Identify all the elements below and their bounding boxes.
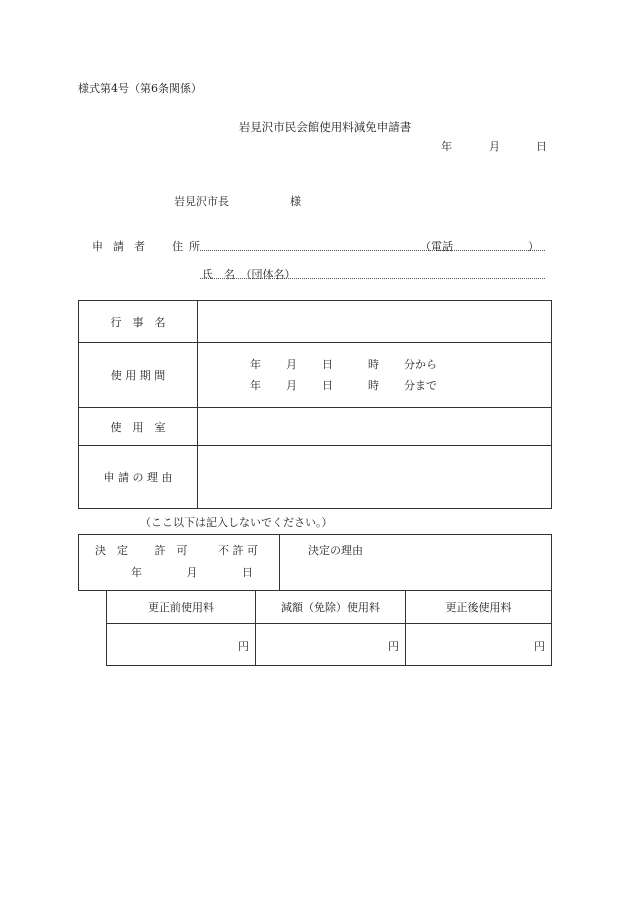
decision-table <box>78 534 552 591</box>
decision-year: 年 <box>131 566 142 579</box>
period-from <box>250 354 551 375</box>
yen-unit: 円 <box>388 640 399 653</box>
page-title: 岩見沢市民会館使用料減免申請書 <box>238 120 412 134</box>
period-to <box>250 375 551 396</box>
decision-label: 決 定 <box>95 544 128 557</box>
addressee-honorific: 様 <box>290 195 301 208</box>
yen-unit: 円 <box>238 640 249 653</box>
name-field[interactable] <box>200 278 545 279</box>
month-label: 月 <box>489 140 500 153</box>
decision-month: 月 <box>186 566 198 579</box>
addressee-name: 岩見沢市長 <box>174 195 229 208</box>
day-label: 日 <box>536 140 547 153</box>
fee-reduction-field[interactable] <box>256 624 406 666</box>
decision-reason-cell[interactable] <box>280 535 552 591</box>
period-label: 使 用 期 間 <box>79 343 198 408</box>
name-label: 氏 名 （団体名） <box>202 268 296 281</box>
period-to-end: 分まで <box>404 379 437 392</box>
period-field[interactable] <box>198 343 552 408</box>
period-from-month: 月 <box>286 358 297 371</box>
reason-field[interactable] <box>198 446 552 509</box>
fee-header-before: 更正前使用料 <box>107 591 256 624</box>
year-label: 年 <box>441 140 452 153</box>
event-name-label: 行 事 名 <box>79 301 198 343</box>
yen-unit: 円 <box>534 640 545 653</box>
address-field[interactable] <box>200 250 545 251</box>
period-from-hour: 時 <box>368 358 379 371</box>
decision-cell <box>79 535 280 591</box>
address-label: 住所 <box>172 240 206 253</box>
period-from-end: 分から <box>404 358 437 371</box>
period-from-year: 年 <box>250 358 261 371</box>
fee-header-reduction: 減額（免除）使用料 <box>256 591 406 624</box>
fee-table <box>106 590 552 666</box>
period-to-year: 年 <box>250 379 261 392</box>
room-label: 使 用 室 <box>79 408 198 446</box>
decision-day: 日 <box>242 566 253 579</box>
fee-header-after: 更正後使用料 <box>406 591 552 624</box>
period-to-day: 日 <box>322 379 333 392</box>
fee-before-field[interactable] <box>107 624 256 666</box>
period-from-day: 日 <box>322 358 333 371</box>
applicant-label: 申請者 <box>92 240 155 253</box>
reason-label: 申 請 の 理 由 <box>79 446 198 509</box>
decision-reason-label: 決定の理由 <box>308 544 363 557</box>
room-field[interactable] <box>198 408 552 446</box>
phone-close: ） <box>528 240 539 253</box>
event-name-field[interactable] <box>198 301 552 343</box>
phone-label: （電話 <box>420 240 453 253</box>
fee-after-field[interactable] <box>406 624 552 666</box>
form-number: 様式第4号（第6条関係） <box>78 82 202 95</box>
office-note: （ここ以下は記入しないでください。） <box>140 516 333 529</box>
deny-option[interactable]: 不 許 可 <box>218 544 258 557</box>
period-to-hour: 時 <box>368 379 379 392</box>
application-table <box>78 300 552 509</box>
period-to-month: 月 <box>286 379 297 392</box>
approve-option[interactable]: 許 可 <box>154 544 188 557</box>
